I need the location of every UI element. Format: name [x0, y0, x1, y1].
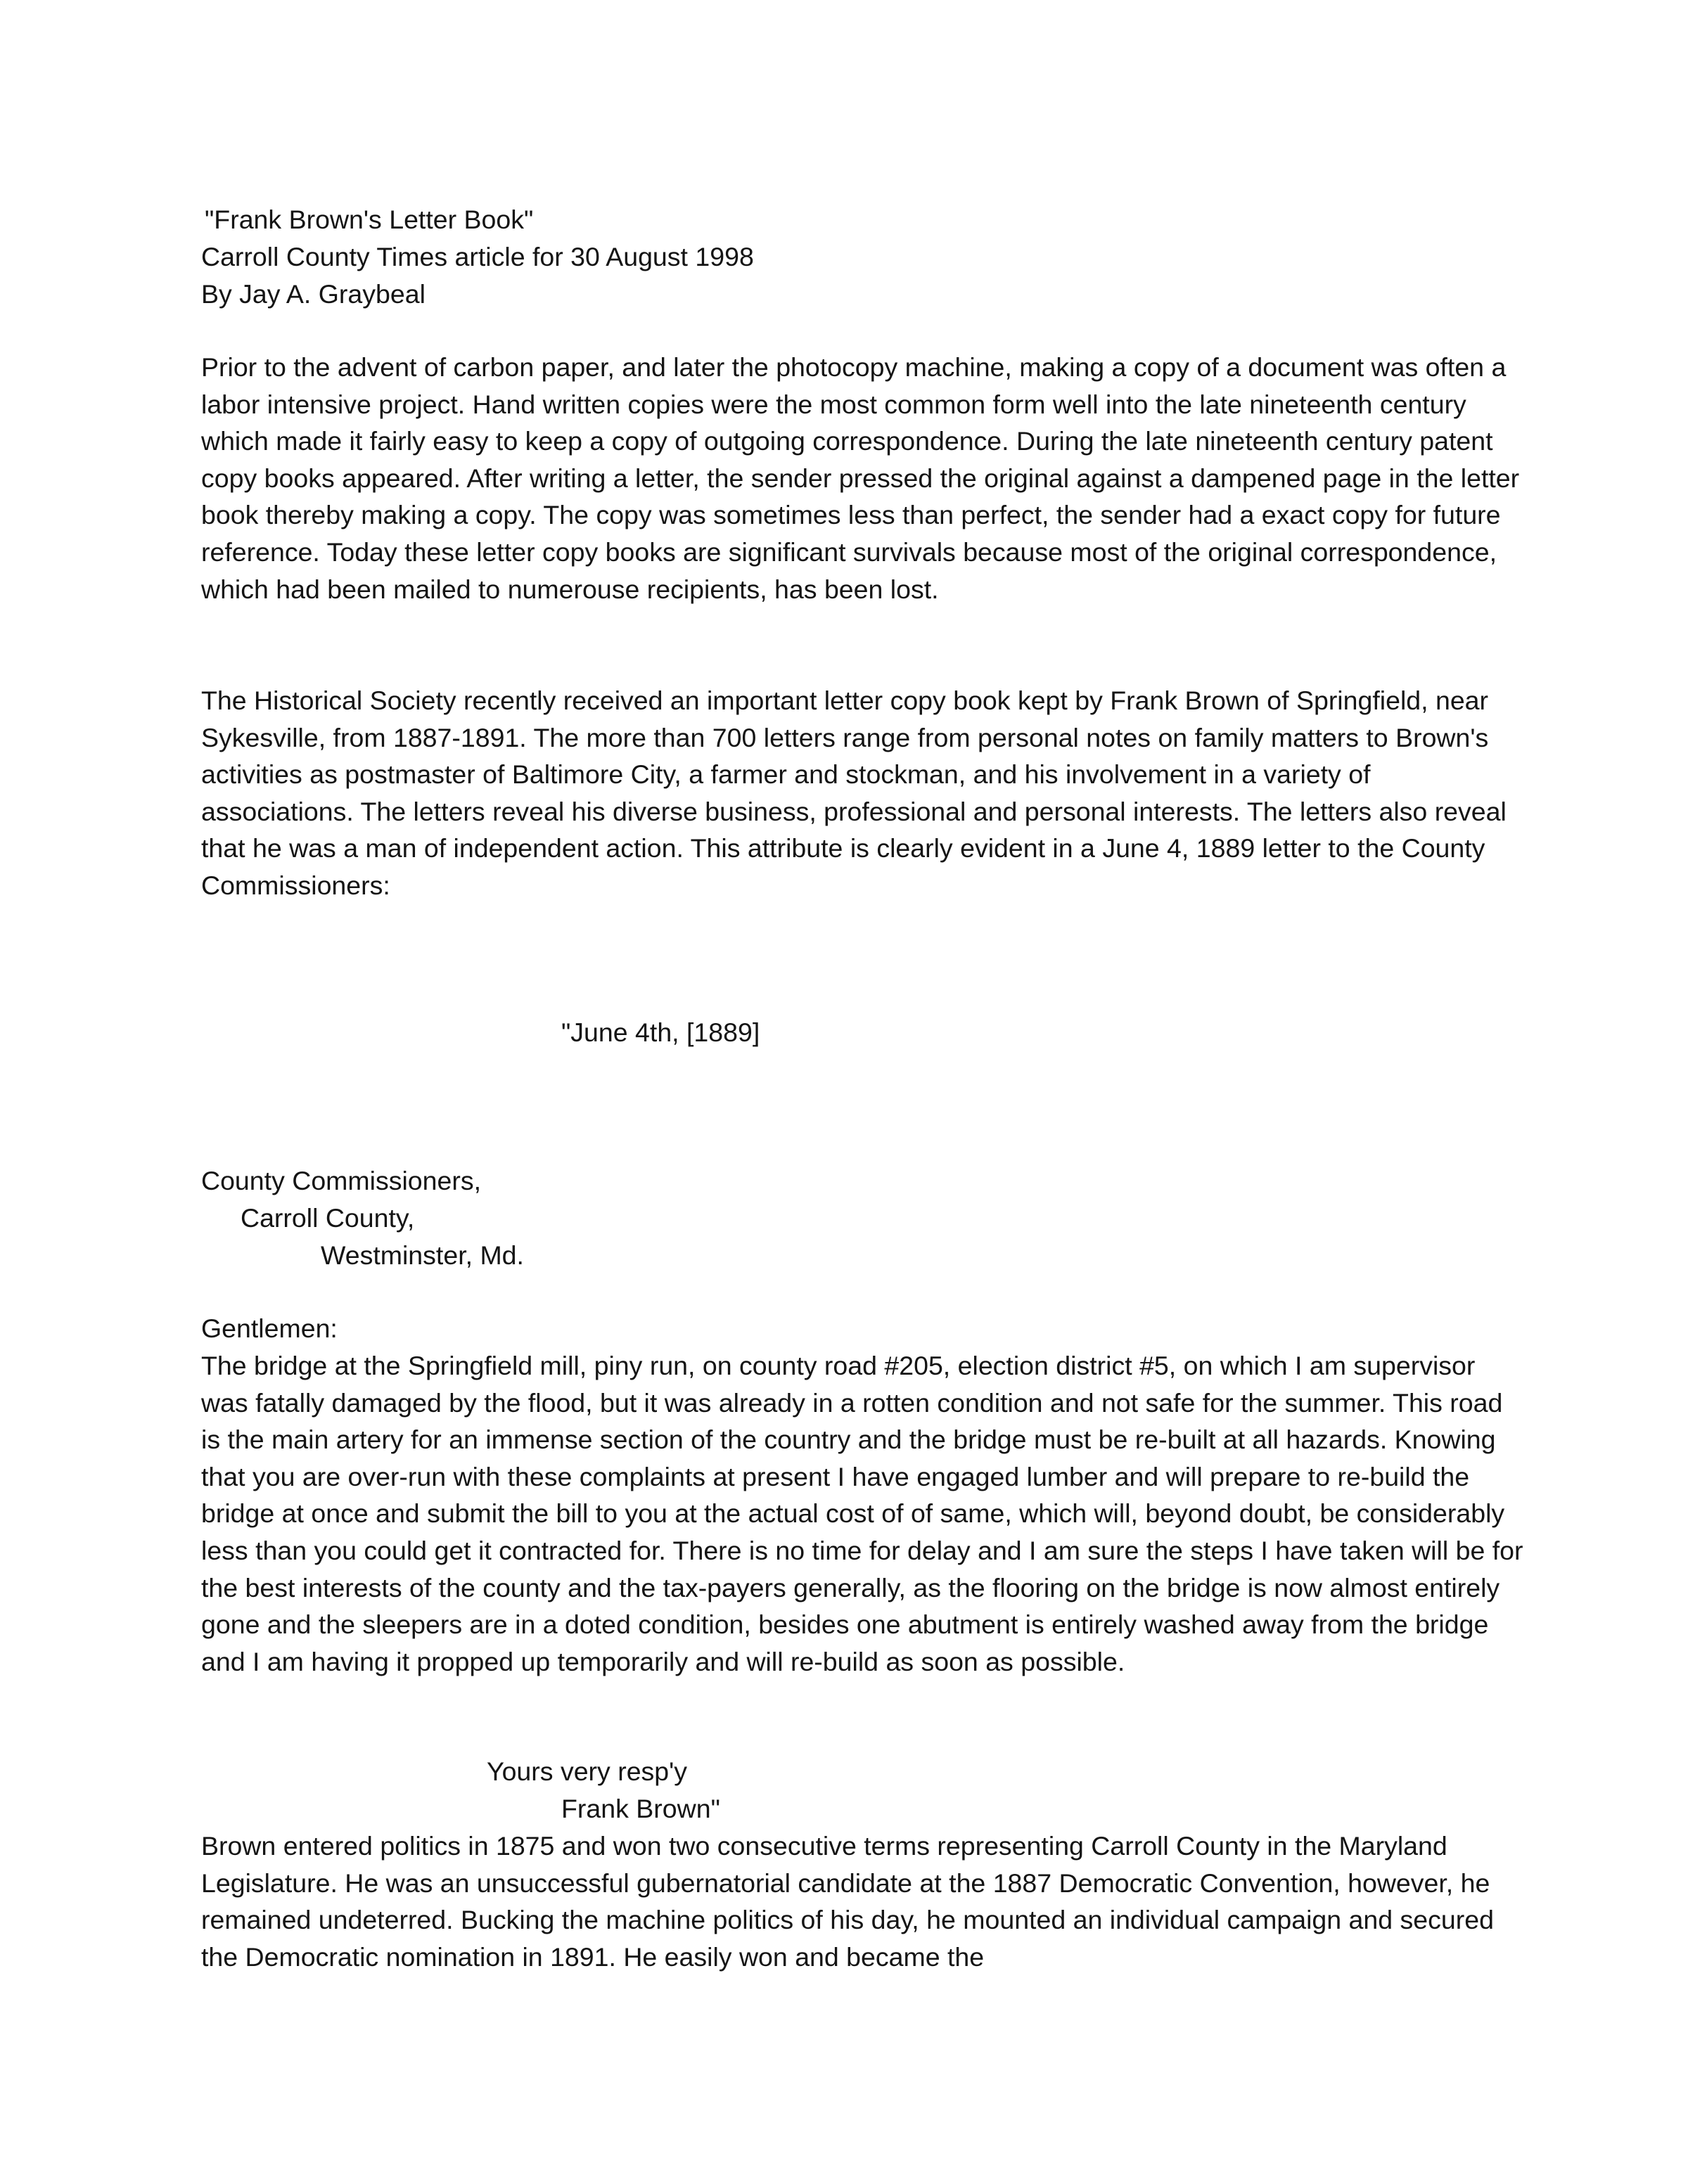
letter-address-line-2: Carroll County,	[241, 1203, 415, 1233]
letter-signature: Frank Brown"	[561, 1794, 720, 1823]
letter-address-line-1: County Commissioners,	[201, 1166, 482, 1195]
article-byline: By Jay A. Graybeal	[201, 279, 426, 309]
letter-date: "June 4th, [1889]	[561, 1017, 760, 1047]
article-subtitle: Carroll County Times article for 30 August 1998	[201, 242, 754, 271]
letter-body: The bridge at the Springfield mill, piny run, on county road #205, election district #5, on which I am supervisor was fatally damaged by the flood, but it was already in a rotten condition and not safe for the summer. This road is the main artery for an immense section of the country and the bridge must be re-built at all hazards. Knowing that you are over-run with these complaints at present I have engaged lumber and will prepare to re-build the bridge at once and submit the bill to you at the actual cost of of same, which will, beyond doubt, be considerably less than you could get it contracted for. There is no time for delay and I am sure the steps I have taken will be for the best interests of the county and the tax-payers generally, as the flooring on the bridge is now almost entirely gone and the sleepers are in a doted condition, besides one abutment is entirely washed away from the bridge and I am having it propped up temporarily and will re-build as soon as possible.	[201, 1351, 1523, 1676]
letter-salutation: Gentlemen:	[201, 1313, 338, 1343]
letter-closing: Yours very resp'y	[487, 1756, 688, 1786]
article-title: "Frank Brown's Letter Book"	[205, 205, 534, 234]
closing-paragraph: Brown entered politics in 1875 and won two consecutive terms representing Carroll County in the Maryland Legislature. He was an unsuccessful gubernatorial candidate at the 1887 Democratic Convention, however, he remained undeterred. Bucking the machine politics of his day, he mounted an individual campaign and secured the Democratic nomination in 1891. He easily won and became the	[201, 1831, 1494, 1972]
second-paragraph: The Historical Society recently received an important letter copy book kept by Frank Brown of Springfield, near Sykesville, from 1887-1891. The more than 700 letters range from personal notes on family matters to Brown's activities as postmaster of Baltimore City, a farmer and stockman, and his involvement in a variety of associations. The letters reveal his diverse business, professional and personal interests. The letters also reveal that he was a man of independent action. This attribute is clearly evident in a June 4, 1889 letter to the County Commissioners:	[201, 686, 1507, 900]
letter-address-line-3: Westminster, Md.	[321, 1240, 524, 1270]
intro-paragraph: Prior to the advent of carbon paper, and later the photocopy machine, making a copy of a document was often a labor intensive project. Hand written copies were the most common form well into the late nineteenth century which made it fairly easy to keep a copy of outgoing correspondence. During the late nineteenth century patent copy books appeared. After writing a letter, the sender pressed the original against a dampened page in the letter book thereby making a copy. The copy was sometimes less than perfect, the sender had a exact copy for future reference. Today these letter copy books are significant survivals because most of the original correspondence, which had been mailed to numerouse recipients, has been lost.	[201, 352, 1520, 604]
